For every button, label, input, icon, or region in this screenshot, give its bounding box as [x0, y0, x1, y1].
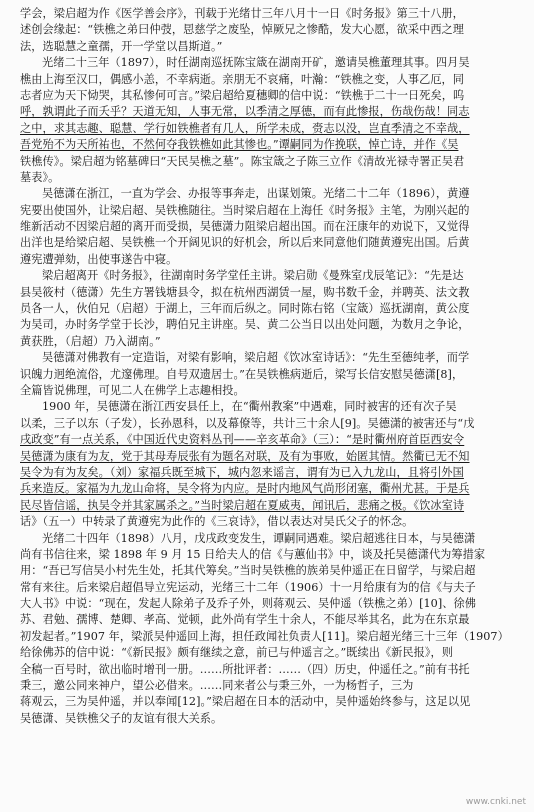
text-line: 志者应为天下恸哭，其私惨何可言。”梁启超给夏穗卿的信中说：“铁樵于二十一日死矣，呜 [20, 88, 465, 102]
paragraph-2 [20, 55, 518, 186]
text-line: 铁樵传》。梁启超为铭墓碑曰“天民吴樵之墓”。陈宝箴之子陈三立作《清故光禄寺署正吴君 [20, 154, 465, 168]
text-line: 蒋观云，三为吴仲遥，并以奉闻[12]。”梁启超在日本的活动中，吴仲遥始终参与，这足以见 [20, 695, 471, 709]
paragraph-6 [20, 399, 518, 530]
text-line: 常有来往。后来梁启超倡导立宪运动，光绪三十二年（1906）十一月给康有为的信《与夫子 [20, 580, 476, 594]
text-line: 吴德潇对佛教有一定造诣，对梁有影响，梁启超《饮冰室诗话》：“先生至德纯孝，而学 [42, 351, 470, 365]
text-line-underlined: 呼，孰谓此子而夭乎？天道无知，人事无常，以季清之厚德，而有此惨报，伤哉伤哉！同志 [20, 105, 470, 119]
text-line: 梁启超离开《时务报》，往湖南时务学堂任主讲。梁启勋《曼殊室戊辰笔记》：“先是达 [42, 269, 464, 283]
text-line: 学会，梁启超为作《医学善会序》，刊载于光绪廿三年八月十一日《时务报》第三十八册， [20, 7, 464, 20]
text-line: 光绪二十四年（1898）八月，戊戌政变发生，谭嗣同遇难。梁启超逃往日本，与吴德潇 [42, 531, 476, 545]
text-line: 用：“吾已写信吴小村先生处，托其代筹矣。”当时吴铁樵的族弟吴仲遥正在日留学，与梁启超 [20, 564, 476, 578]
text-line: 1900 年，吴德潇在浙江西安县任上，在“衢州教案”中遇难，同时被害的还有次子吴 [42, 400, 457, 414]
text-line-underlined: 之中，求其志趣、聪慧、学行如铁樵者有几人，所学未成，赍志以没，岂直季清之不幸哉， [20, 121, 470, 135]
text-line: 识魄力迥绝流俗，尤邃佛理。自号双遗居士。”在吴铁樵病逝后，梁写长信安慰吴德潇[8]， [20, 367, 464, 381]
text-line: 遵宪遭弹劾，出使事遂告中寝。 [20, 252, 178, 266]
text-line: 全篇皆说佛理，可见二人在佛学上志趣相投。 [20, 383, 245, 397]
watermark-text: www.cnki.net [465, 796, 526, 807]
text-line-underlined: 吾党殆不为天所祐也，不然何夺我铁樵如此其惨也。”谭嗣同为作挽联，悼亡诗，并作《吴 [20, 138, 459, 152]
text-line: 维新活动不因梁启超的离开而受损，吴德潇力阻梁启超出国。而在汪康年的劝说下，又觉得 [20, 220, 470, 234]
text-line-underlined: 戌政变”有一点关系，《中国近代史资料丛刊——辛亥革命》（三）：“是时衢州府首臣西安令 [20, 433, 465, 447]
text-line: 出洋也是给梁启超、吴铁樵一个开阔见识的好机会，所以后来同意他们随黄遵宪出国。后黄 [20, 236, 470, 250]
paragraph-3 [20, 186, 518, 268]
text-line: 大人书》中说：“现在，发起人除弟子及乔子外，则蒋观云、吴仲遥（铁樵之弟）[10]、徐佛 [20, 597, 476, 611]
paragraph-5 [20, 350, 518, 399]
text-line: 宪要出使国外，让梁启超、吴铁樵随往。当时梁启超在上海任《时务报》主笔，为刚兴起的 [20, 203, 470, 217]
text-line: 员各一人，伙伯兄（启超）于湖上，三年而后纵之。同时陈右铭（宝箴）巡抚湖南，黄公度 [20, 302, 470, 316]
text-line: 法，选聪慧之童孺，开一学堂以昌斯道。” [20, 39, 223, 53]
text-line: 苏、君勉、孺博、楚卿、孝高、觉顿，此外尚有学生十余人，不能尽举其名，此为在东京最 [20, 613, 470, 627]
text-line: 尚有书信往来，梁 1898 年 9 月 15 日给夫人的信《与蕙仙书》中，谈及托吴德潇代为筹措家 [20, 547, 486, 561]
text-line-underlined: 兵来造反。家福为九龙山命将，吴令将为内应。是时内地风气尚形闭塞，衢州尤甚。于是兵 [20, 482, 470, 496]
text-line: 墓表》。 [20, 170, 60, 184]
text-line: 以柔，三子以东（子发），长孙恩科，以及幕僚等，共计三十余人[9]。吴德潇的被害还与“戊 [20, 416, 475, 430]
text-line-underlined: 民尽皆信谣，执吴令并其家属杀之。”当时梁启超在夏威夷，闻讯后，悲痛之极。《饮冰室诗 [20, 498, 465, 512]
text-line-underlined: 吴令为有为友矣。（刘）家福兵既至城下，城内忽来谣言，谓有为已入九龙山，且将引外国 [20, 465, 464, 479]
text-line: 秉三，邀公同来神户，望公必借来。……同来者公与秉三外，一为杨哲子，三为 [20, 679, 414, 693]
text-line: 樵由上海至汉口，偶感小恙，不幸病逝。亲朋无不哀痛，叶瀚：“铁樵之变，人事乙厄，同 [20, 72, 465, 86]
text-line: 吴德潇、吴铁樵父子的友谊有很大关系。 [20, 711, 223, 725]
text-line: 吴德潇在浙江，一直为学会、办报等事奔走，出谋划策。光绪二十二年（1896），黄遵 [42, 187, 470, 201]
text-line: 光绪二十三年（1897），时任湖南巡抚陈宝箴在湖南开矿，邀请吴樵董理其事。四月吴 [42, 56, 470, 70]
text-line-underlined: 吴德潇为康有为友，党于其母寿辰张有为题名对联，及有为事败，始匿其情。然衢已无不知 [20, 449, 470, 463]
paragraph-4 [20, 268, 518, 350]
text-line: 为吴司，办时务学堂于长沙，聘伯兄主讲座。吴、黄二公当日以出处问题，为数月之争论， [20, 318, 470, 332]
text-line: 话》（五一）中转录了黄遵宪为此作的《三哀诗》，借以表达对吴氏父子的怀念。 [20, 515, 414, 529]
paragraph-1 [20, 6, 518, 55]
text-line: 给徐佛苏的信中说：“《新民报》颇有继续之意，前已与仲遥言之。”既续出《新民报》，则 [20, 646, 454, 660]
text-line: 述创会缘起：“铁樵之弟曰仲弢，㤙慈学之废坠，悼厥兄之惨酷，发大心愿，欲采中西之理 [20, 23, 465, 37]
text-line: 黄获胜，（启超）乃入湖南。” [20, 334, 161, 348]
paragraph-7 [20, 531, 518, 728]
text-line: 初发起者。”1907 年，梁派吴仲遥回上海，担任政闻社负责人[11]。梁启超光绪三十三年（1907） [20, 629, 509, 643]
text-line: 县吴筱村（德潇）先生方署钱塘县令，拟在杭州西湖赁一屋，购书数千金，并聘英、法文教 [20, 285, 470, 299]
text-line: 全稿一百号时，欲出临时增刊一册。……所批评者：……（四）历史，仲遥任之。”前有书托 [20, 662, 470, 676]
